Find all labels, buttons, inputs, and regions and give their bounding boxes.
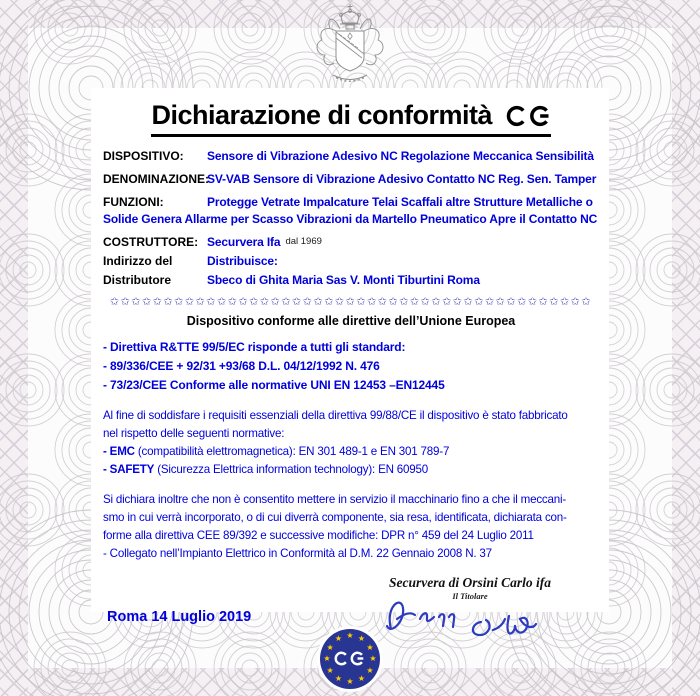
field-label: Distributore (103, 273, 172, 287)
directives-list (103, 338, 599, 395)
page-title (151, 100, 550, 137)
eu-star-icon: ★ (323, 654, 331, 663)
field-value: Securvera Ifa (207, 235, 281, 249)
field-funzioni-line2: Solide Genera Allarme per Scasso Vibrazioni da Martello Pneumatico Apre il Contatto NC (103, 212, 598, 226)
field-value-small: dal 1969 (285, 236, 322, 247)
field-label: COSTRUTTORE: (103, 235, 199, 249)
certificate-body (91, 88, 609, 625)
eu-star-icon: ★ (357, 634, 366, 644)
norm-item (103, 461, 599, 479)
field-costruttore (103, 233, 599, 251)
field-label: Indirizzo del (103, 254, 173, 268)
title-text: Dichiarazione di conformità (151, 100, 493, 130)
norm-detail: (Sicurezza Elettrica information technology): EN 60950 (154, 463, 429, 476)
coat-of-arms-crest (309, 3, 391, 89)
directive-line: - 73/23/CEE Conforme alle normative UNI EN 12453 –EN12445 (103, 378, 445, 392)
eu-star-icon: ★ (334, 673, 343, 683)
conformity-heading: Dispositivo conforme alle direttive dell’Unione Europea (186, 314, 516, 328)
signature-block (355, 575, 585, 644)
field-value: Distribuisce: (207, 254, 278, 268)
text-line: Si dichiara inoltre che non è consentito mettere in servizio il macchinario fino a che il meccani- (103, 493, 567, 506)
field-value: SV-VAB Sensore di Vibrazione Adesivo Contatto NC Reg. Sen. Tamper (207, 172, 597, 186)
text-line: forme alla direttiva CEE 89/392 e successive modifiche: DPR n° 459 del 24 Luglio 2011 (103, 529, 534, 542)
declaration-paragraph (103, 491, 599, 563)
device-fields (103, 147, 599, 289)
text-line: Al fine di soddisfare i requisiti essenziali della direttiva 99/88/CE il dispositivo è stato fabbricato (103, 409, 568, 422)
field-label: DENOMINAZIONE: (103, 172, 209, 186)
field-value: Protegge Vetrate Impalcature Telai Scaffali altre Strutture Metalliche o (207, 195, 593, 209)
text-line: smo in cui verrà incorporato, o di cui diverrà componente, sia resa, identificata, dichiarata con- (103, 511, 567, 524)
ce-mark-icon (506, 105, 551, 127)
field-value: Sbeco di Ghita Maria Sas V. Monti Tiburtini Roma (207, 273, 480, 287)
eu-star-icon: ★ (366, 665, 374, 675)
ce-mark-icon (334, 651, 365, 666)
date-place: Roma 14 Luglio 2019 (107, 609, 252, 625)
eu-star-icon: ★ (346, 631, 354, 640)
eu-star-icon: ★ (366, 642, 374, 652)
field-distributore (103, 271, 599, 289)
norm-detail: (compatibilità elettromagnetica): EN 301 489-1 e EN 301 789-7 (134, 445, 450, 458)
eu-star-icon: ★ (346, 677, 354, 686)
norm-item (103, 443, 599, 461)
field-indirizzo (103, 252, 599, 270)
norm-name: - EMC (103, 445, 135, 458)
field-funzioni (103, 193, 599, 211)
eu-star-icon: ★ (326, 665, 334, 675)
eu-star-icon: ★ (369, 654, 377, 663)
signatory-company: Securvera di Orsini Carlo ifa (388, 575, 551, 590)
text-line: nel rispetto delle seguenti normative: (103, 427, 285, 440)
eu-star-icon: ★ (334, 634, 343, 644)
eu-star-icon: ★ (357, 673, 366, 683)
eu-ce-badge (317, 626, 383, 692)
directive-line: - 89/336/CEE + 92/31 +93/68 D.L. 04/12/1992 N. 476 (103, 359, 380, 373)
field-value: Sensore di Vibrazione Adesivo NC Regolazione Meccanica Sensibilità (207, 149, 594, 163)
text-line: - Collegato nell’Impianto Elettrico in Conformità al D.M. 22 Gennaio 2008 N. 37 (103, 547, 492, 560)
eu-star-icon: ★ (326, 642, 334, 652)
field-label: DISPOSITIVO: (103, 149, 184, 163)
field-label: FUNZIONI: (103, 195, 164, 209)
norms-paragraph (103, 407, 599, 479)
directive-line: - Direttiva R&TTE 99/5/EC risponde a tutti gli standard: (103, 340, 406, 354)
signatory-role: Il Titolare (452, 591, 488, 601)
norm-name: - SAFETY (103, 463, 155, 476)
eu-flag-circle (320, 629, 380, 689)
field-dispositivo (103, 147, 599, 165)
field-denominazione (103, 170, 599, 188)
star-separator: ✩✩✩✩✩✩✩✩✩✩✩✩✩✩✩✩✩✩✩✩✩✩✩✩✩✩✩✩✩✩✩✩✩✩✩✩✩✩✩✩✩✩✩✩✩ (109, 296, 593, 308)
